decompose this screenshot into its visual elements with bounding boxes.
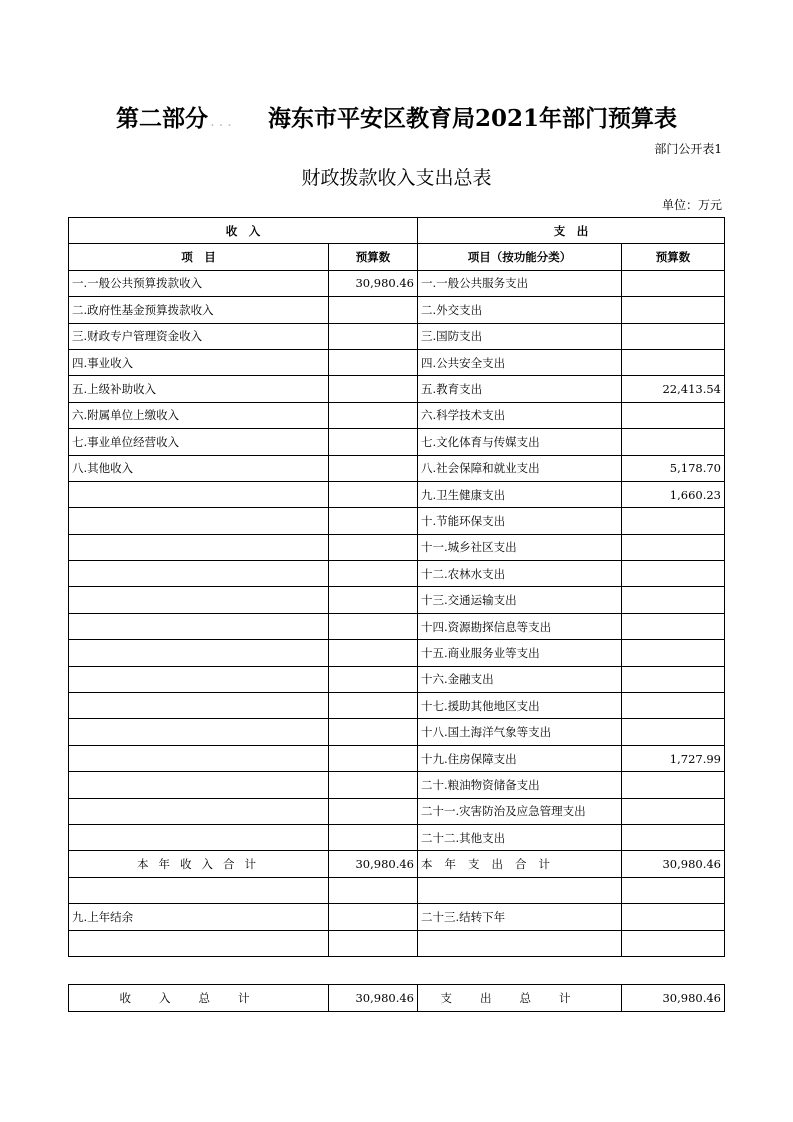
- expense-item: 十四.资源勘探信息等支出: [418, 613, 622, 639]
- grand-total-row: [69, 985, 725, 1012]
- expense-item: 十七.援助其他地区支出: [418, 693, 622, 719]
- form-number: 部门公开表1: [654, 142, 722, 156]
- income-item: [69, 587, 329, 613]
- prior-year-balance: 九.上年结余: [69, 904, 329, 930]
- expense-item: 二十一.灾害防治及应急管理支出: [418, 798, 622, 824]
- income-amount: [329, 772, 418, 798]
- expense-amount: [622, 561, 725, 587]
- income-amount: [329, 349, 418, 375]
- expense-item: 十九.住房保障支出: [418, 745, 622, 771]
- income-amount: [329, 640, 418, 666]
- expense-item: 七.文化体育与传媒支出: [418, 429, 622, 455]
- income-item: [69, 719, 329, 745]
- document-title: 海东市平安区教育局2021年部门预算表: [267, 105, 677, 132]
- expense-amount: [622, 429, 725, 455]
- expense-amount: [622, 824, 725, 850]
- expense-item: 二十二.其他支出: [418, 824, 622, 850]
- expense-item: 十一.城乡社区支出: [418, 534, 622, 560]
- expense-total-amount: 30,980.46: [622, 985, 725, 1012]
- expense-amount: 22,413.54: [622, 376, 725, 402]
- table-row: [69, 323, 725, 349]
- income-amount: [329, 508, 418, 534]
- income-item: [69, 640, 329, 666]
- expense-item: 十二.农林水支出: [418, 561, 622, 587]
- income-item: [69, 534, 329, 560]
- table-row: [69, 824, 725, 850]
- expense-amount: [622, 666, 725, 692]
- expense-item: 十.节能环保支出: [418, 508, 622, 534]
- income-item: [69, 745, 329, 771]
- income-amount: [329, 323, 418, 349]
- subtotal-row: [69, 851, 725, 877]
- income-header: 收 入: [69, 218, 418, 244]
- expense-amount: [622, 613, 725, 639]
- income-item: [69, 561, 329, 587]
- expense-item: 四.公共安全支出: [418, 349, 622, 375]
- unit-label: 单位：万元: [661, 198, 722, 212]
- income-item: [69, 666, 329, 692]
- table-row: [69, 798, 725, 824]
- income-item: 四.事业收入: [69, 349, 329, 375]
- table-row: [69, 349, 725, 375]
- expense-subtotal-amount: 30,980.46: [622, 851, 725, 877]
- table-row: [69, 666, 725, 692]
- expense-item: 二十.粮油物资储备支出: [418, 772, 622, 798]
- col-budget-header: 预算数: [329, 244, 418, 270]
- expense-subtotal-label: 本年支出合计: [418, 851, 622, 877]
- income-amount: [329, 429, 418, 455]
- income-amount: [329, 824, 418, 850]
- table-row: [69, 693, 725, 719]
- income-amount: [329, 297, 418, 323]
- expense-item: 十八.国土海洋气象等支出: [418, 719, 622, 745]
- expense-header: 支 出: [418, 218, 725, 244]
- carry-forward-amount: [622, 904, 725, 930]
- part-label: 第二部分: [115, 105, 208, 132]
- expense-amount: [622, 640, 725, 666]
- expense-amount: 1,660.23: [622, 481, 725, 507]
- income-amount: [329, 693, 418, 719]
- empty-row: [69, 877, 725, 903]
- grand-total-table: [68, 984, 725, 1012]
- income-item: [69, 693, 329, 719]
- income-item: 八.其他收入: [69, 455, 329, 481]
- expense-total-label: 支出总计: [418, 985, 622, 1012]
- table-row: [69, 481, 725, 507]
- table-row: [69, 561, 725, 587]
- table-row: [69, 455, 725, 481]
- expense-amount: [622, 798, 725, 824]
- expense-amount: [622, 297, 725, 323]
- income-amount: [329, 534, 418, 560]
- income-amount: [329, 719, 418, 745]
- income-subtotal-amount: 30,980.46: [329, 851, 418, 877]
- table-row: [69, 402, 725, 428]
- income-item: 一.一般公共预算拨款收入: [69, 270, 329, 296]
- income-amount: [329, 745, 418, 771]
- table-row: [69, 613, 725, 639]
- col-item-header: 项 目: [69, 244, 329, 270]
- table-row: [69, 587, 725, 613]
- expense-item: 十六.金融支出: [418, 666, 622, 692]
- expense-amount: [622, 534, 725, 560]
- expense-amount: 1,727.99: [622, 745, 725, 771]
- expense-amount: [622, 587, 725, 613]
- col-budget2-header: 预算数: [622, 244, 725, 270]
- table-row: [69, 719, 725, 745]
- income-item: [69, 508, 329, 534]
- expense-item: 三.国防支出: [418, 323, 622, 349]
- page-title: [0, 100, 793, 138]
- expense-item: 九.卫生健康支出: [418, 481, 622, 507]
- table-title: 财政拨款收入支出总表: [301, 167, 492, 189]
- income-item: 五.上级补助收入: [69, 376, 329, 402]
- table-row: [69, 508, 725, 534]
- expense-amount: [622, 402, 725, 428]
- income-subtotal-label: 本年收入合计: [69, 851, 329, 877]
- expense-item: 五.教育支出: [418, 376, 622, 402]
- income-total-amount: 30,980.46: [329, 985, 418, 1012]
- income-item: 七.事业单位经营收入: [69, 429, 329, 455]
- income-amount: [329, 666, 418, 692]
- income-item: [69, 798, 329, 824]
- income-amount: [329, 455, 418, 481]
- expense-amount: [622, 693, 725, 719]
- table-row: [69, 534, 725, 560]
- table-row: [69, 640, 725, 666]
- expense-amount: [622, 323, 725, 349]
- expense-item: 六.科学技术支出: [418, 402, 622, 428]
- expense-item: 八.社会保障和就业支出: [418, 455, 622, 481]
- table-row: [69, 429, 725, 455]
- table-row: [69, 297, 725, 323]
- carry-forward: 二十三.结转下年: [418, 904, 622, 930]
- income-amount: [329, 798, 418, 824]
- table-row: [69, 772, 725, 798]
- income-total-label: 收入总计: [69, 985, 329, 1012]
- prior-year-balance-amount: [329, 904, 418, 930]
- income-amount: [329, 561, 418, 587]
- income-item: [69, 824, 329, 850]
- income-amount: [329, 587, 418, 613]
- budget-table: [68, 217, 725, 957]
- expense-amount: [622, 508, 725, 534]
- table-row: [69, 270, 725, 296]
- income-item: [69, 772, 329, 798]
- income-amount: [329, 481, 418, 507]
- expense-item: 二.外交支出: [418, 297, 622, 323]
- income-item: 二.政府性基金预算拨款收入: [69, 297, 329, 323]
- expense-item: 十五.商业服务业等支出: [418, 640, 622, 666]
- expense-amount: [622, 349, 725, 375]
- carry-over-row: [69, 904, 725, 930]
- income-item: [69, 613, 329, 639]
- expense-amount: [622, 772, 725, 798]
- income-amount: [329, 402, 418, 428]
- income-amount: [329, 376, 418, 402]
- income-item: 三.财政专户管理资金收入: [69, 323, 329, 349]
- table-row: [69, 745, 725, 771]
- expense-item: 十三.交通运输支出: [418, 587, 622, 613]
- expense-amount: 5,178.70: [622, 455, 725, 481]
- income-amount: 30,980.46: [329, 270, 418, 296]
- income-item: 六.附属单位上缴收入: [69, 402, 329, 428]
- col-item-func-header: 项目（按功能分类）: [418, 244, 622, 270]
- income-amount: [329, 613, 418, 639]
- expense-amount: [622, 719, 725, 745]
- income-item: [69, 481, 329, 507]
- empty-row: [69, 930, 725, 956]
- expense-item: 一.一般公共服务支出: [418, 270, 622, 296]
- expense-amount: [622, 270, 725, 296]
- table-row: [69, 376, 725, 402]
- title-separator: ...: [210, 114, 236, 130]
